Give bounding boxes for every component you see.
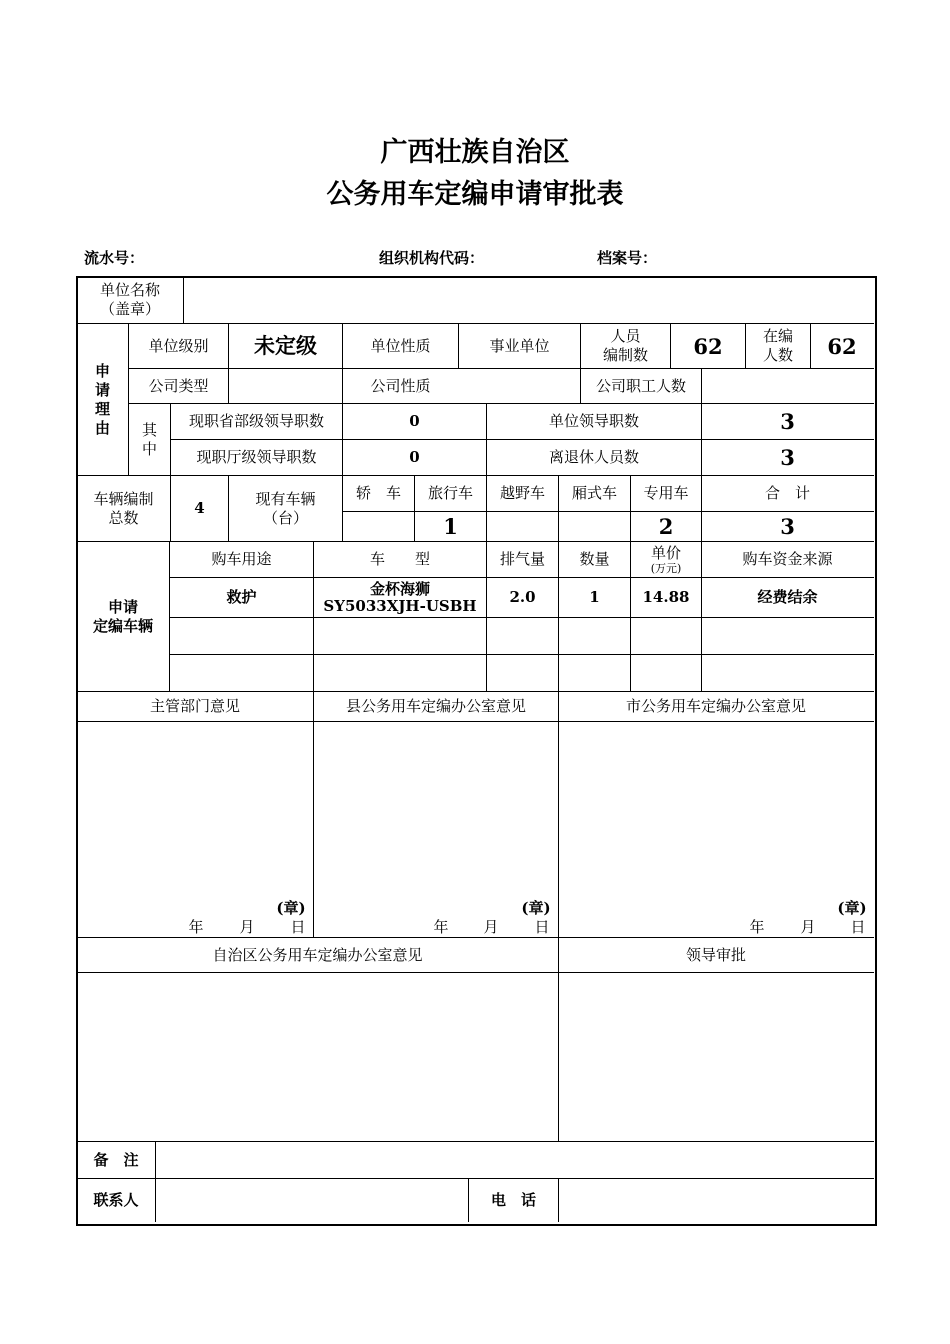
- unit-leaders-label: 单位领导职数: [548, 412, 639, 430]
- col-touring: 旅行车: [427, 484, 473, 502]
- unit-level-label: 单位级别: [148, 336, 209, 355]
- col-special: 专用车: [643, 484, 689, 502]
- remarks-field[interactable]: [156, 1142, 873, 1178]
- row1-displacement[interactable]: 2.0: [509, 588, 536, 606]
- company-type-field[interactable]: [229, 369, 342, 403]
- county-office-opinion-header: 县公务用车定编办公室意见: [345, 697, 526, 715]
- company-nature-label: 公司性质: [370, 376, 431, 395]
- col-van: 厢式车: [571, 484, 617, 502]
- staff-actual-label: 在编 人数: [762, 327, 793, 364]
- prov-leaders-label: 现职省部级领导职数: [188, 412, 324, 430]
- col-offroad: 越野车: [499, 484, 545, 502]
- col-total: 合 计: [764, 484, 810, 502]
- unit-nature-label: 单位性质: [370, 336, 431, 355]
- unit-name-label: 单位名称 （盖章）: [99, 281, 160, 318]
- dept-leaders-value[interactable]: 0: [409, 448, 420, 466]
- col-sedan: 轿 车: [355, 484, 401, 502]
- region-office-opinion-header: 自治区公务用车定编办公室意见: [212, 945, 423, 964]
- contact-field[interactable]: [156, 1179, 468, 1222]
- date-year-city: 年: [749, 917, 765, 936]
- supervisor-opinion-header: 主管部门意见: [149, 697, 240, 715]
- unit-leaders-value[interactable]: 3: [780, 409, 795, 434]
- unit-price-header: [631, 542, 701, 577]
- row3-unit-price[interactable]: [631, 655, 701, 691]
- company-nature-field[interactable]: [459, 369, 580, 403]
- row3-model[interactable]: [314, 655, 486, 691]
- value-total[interactable]: 3: [780, 514, 795, 539]
- row2-fund-source[interactable]: [702, 618, 873, 654]
- vehicle-quota-label: 车辆编制 总数: [93, 489, 154, 527]
- org-code-label: 组织机构代码：: [379, 249, 485, 267]
- unit-nature-value[interactable]: 事业单位: [489, 336, 550, 355]
- date-month-supervisor: 月: [239, 917, 255, 936]
- row1-fund-source[interactable]: 经费结余: [757, 588, 818, 606]
- model-header: 车 型: [369, 550, 430, 568]
- serial-number-label: 流水号：: [84, 249, 145, 267]
- row3-purpose[interactable]: [170, 655, 313, 691]
- unit-name-field[interactable]: [184, 277, 873, 323]
- staff-quota-label: 人员 编制数: [602, 327, 648, 364]
- region-office-opinion-field[interactable]: [77, 973, 558, 1141]
- dept-leaders-label: 现职厅级领导职数: [196, 448, 317, 466]
- county-office-opinion-field[interactable]: [314, 722, 558, 897]
- staff-actual-value[interactable]: 62: [827, 333, 857, 359]
- city-office-opinion-header: 市公务用车定编办公室意见: [625, 697, 806, 715]
- row2-purpose[interactable]: [170, 618, 313, 654]
- form-title-line2: 公务用车定编申请审批表: [326, 179, 624, 210]
- date-month-city: 月: [800, 917, 816, 936]
- date-day-city: 日: [850, 917, 866, 936]
- leader-approval-header: 领导审批: [685, 945, 746, 964]
- row2-unit-price[interactable]: [631, 618, 701, 654]
- company-employees-field[interactable]: [702, 369, 873, 403]
- prov-leaders-value[interactable]: 0: [409, 412, 420, 430]
- date-day-supervisor: 日: [290, 917, 306, 936]
- leader-approval-field[interactable]: [559, 973, 873, 1141]
- quantity-header: 数量: [579, 550, 610, 568]
- seal-mark-county: (章): [521, 898, 551, 917]
- date-day-county: 日: [534, 917, 550, 936]
- row1-quantity[interactable]: 1: [589, 588, 600, 606]
- value-van[interactable]: [559, 512, 630, 541]
- date-year-supervisor: 年: [188, 917, 204, 936]
- contact-label: 联系人: [93, 1191, 139, 1209]
- seal-mark-city: (章): [837, 898, 867, 917]
- company-type-label: 公司类型: [148, 376, 209, 395]
- reason-section-label: 申请理由: [94, 361, 110, 437]
- seal-mark-supervisor: (章): [276, 898, 306, 917]
- row1-unit-price[interactable]: 14.88: [642, 588, 690, 606]
- existing-vehicles-label: 现有车辆 （台）: [255, 489, 316, 527]
- unit-price-unit: (万元): [650, 562, 682, 575]
- value-offroad[interactable]: [487, 512, 558, 541]
- date-year-county: 年: [433, 917, 449, 936]
- unit-level-value[interactable]: 未定级: [254, 333, 317, 358]
- company-employees-label: 公司职工人数: [595, 376, 686, 395]
- row1-purpose[interactable]: 救护: [226, 588, 257, 606]
- row1-model[interactable]: 金杯海狮 SY5033XJH-USBH: [323, 579, 477, 615]
- remarks-label: 备 注: [93, 1150, 139, 1169]
- fund-source-header: 购车资金来源: [742, 550, 833, 568]
- value-special[interactable]: 2: [658, 514, 674, 539]
- form-title-line1: 广西壮族自治区: [380, 137, 570, 168]
- row3-fund-source[interactable]: [702, 655, 873, 691]
- row2-displacement[interactable]: [487, 618, 558, 654]
- supervisor-opinion-field[interactable]: [77, 722, 313, 897]
- staff-quota-value[interactable]: 62: [693, 333, 723, 359]
- retirees-value[interactable]: 3: [780, 445, 795, 470]
- among-label: 其中: [141, 420, 157, 458]
- value-sedan[interactable]: [343, 512, 414, 541]
- row2-model[interactable]: [314, 618, 486, 654]
- request-section-label: 申请 定编车辆: [92, 597, 153, 635]
- row3-displacement[interactable]: [487, 655, 558, 691]
- vehicle-quota-value[interactable]: 4: [194, 499, 205, 517]
- displacement-header: 排气量: [499, 550, 545, 568]
- archive-number-label: 档案号：: [597, 249, 658, 267]
- phone-label: 电 话: [490, 1191, 536, 1209]
- row3-quantity[interactable]: [559, 655, 630, 691]
- row2-quantity[interactable]: [559, 618, 630, 654]
- unit-price-label: 单价: [650, 544, 681, 562]
- city-office-opinion-field[interactable]: [559, 722, 873, 897]
- phone-field[interactable]: [559, 1179, 873, 1222]
- purpose-header: 购车用途: [211, 550, 272, 568]
- value-touring[interactable]: 1: [443, 514, 458, 539]
- date-month-county: 月: [483, 917, 499, 936]
- retirees-label: 离退休人员数: [548, 448, 639, 466]
